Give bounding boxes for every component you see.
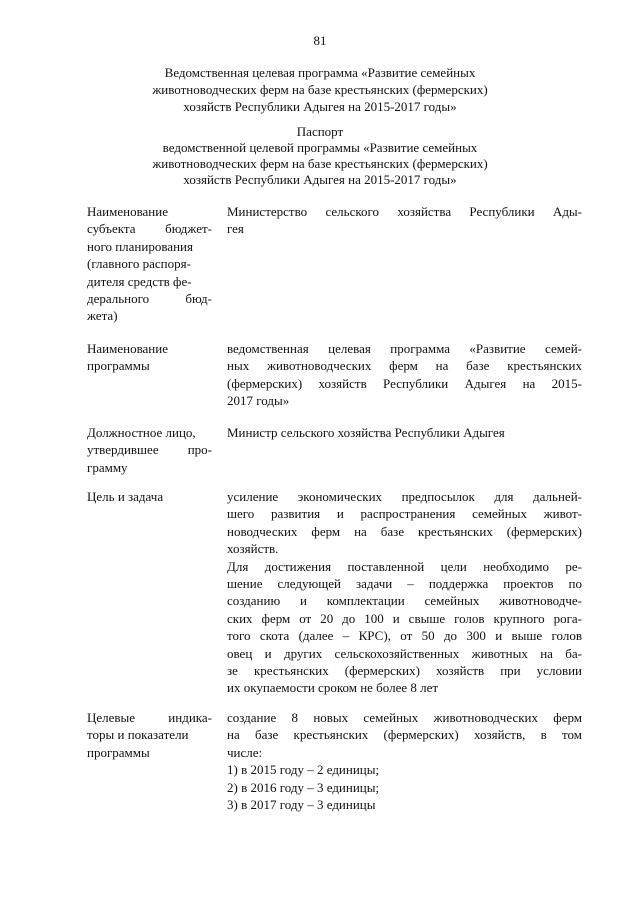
row-label	[87, 424, 212, 476]
value-line: овец и других сельскохозяйственных животных на ба-	[227, 645, 582, 661]
value-line: 1) в 2015 году – 2 единицы;	[227, 762, 380, 778]
value-line: Министерство сельского хозяйства Республики Ады-	[227, 204, 582, 219]
label-line: жета)	[87, 308, 118, 324]
title-line: животноводческих ферм на базе крестьянских (фермерских)	[152, 82, 488, 97]
label-line: Целевые индика-	[87, 710, 212, 725]
row-label	[87, 203, 212, 325]
row-value	[227, 709, 582, 813]
value-line: создание 8 новых семейных животноводческих ферм	[227, 710, 582, 725]
value-line: Министр сельского хозяйства Республики Адыгея	[227, 425, 505, 440]
row-label	[87, 488, 212, 505]
passport-title-line: животноводческих ферм на базе крестьянских (фермерских)	[152, 156, 488, 171]
passport-title	[80, 124, 560, 188]
value-line: шего развития и распространения семейных живот-	[227, 506, 582, 522]
passport-title-line: ведомственной целевой программы «Развитие семейных	[162, 140, 478, 155]
label-line: Цель и задача	[87, 489, 164, 504]
label-line: утвердившее про-	[87, 442, 212, 458]
value-line: 3) в 2017 году – 3 единицы	[227, 797, 376, 813]
value-line: 2017 годы»	[227, 393, 290, 409]
value-line: новодческих ферм на базе крестьянских (фермерских)	[227, 523, 582, 539]
value-line: (фермерских) хозяйств Республики Адыгея на 2015-	[227, 375, 582, 391]
label-line: торы и показатели	[87, 727, 189, 743]
value-line: ведомственная целевая программа «Развитие семей-	[227, 341, 582, 356]
value-line: зе крестьянских (фермерских) хозяйств при условии	[227, 663, 582, 679]
label-line: дерального бюд-	[87, 291, 212, 307]
label-line: Наименование	[87, 341, 168, 356]
row-label	[87, 340, 212, 375]
label-line: (главного распоря-	[87, 256, 191, 272]
label-line: программы	[87, 358, 150, 374]
value-line: гея	[227, 221, 244, 237]
passport-title-line: хозяйств Республики Адыгея на 2015-2017 годы»	[183, 172, 457, 187]
value-line: Для достижения поставленной цели необходимо ре-	[227, 558, 582, 574]
value-line: числе:	[227, 744, 263, 760]
label-line: программы	[87, 744, 150, 760]
title-line: Ведомственная целевая программа «Развитие семейных	[164, 65, 476, 80]
value-line: 2) в 2016 году – 3 единицы;	[227, 779, 380, 795]
value-line: усиление экономических предпосылок для дальней-	[227, 489, 582, 504]
row-value	[227, 203, 582, 238]
row-label	[87, 709, 212, 761]
value-line: на базе крестьянских (фермерских) хозяйств, в том	[227, 727, 582, 743]
label-line: Должностное лицо,	[87, 425, 196, 440]
value-line: хозяйств.	[227, 541, 279, 557]
row-value	[227, 340, 582, 410]
value-line: ных животноводческих ферм на базе крестьянских	[227, 358, 582, 374]
page-number: 81	[313, 33, 327, 48]
label-line: субъекта бюджет-	[87, 221, 212, 237]
passport-heading: Паспорт	[296, 124, 344, 139]
title-line: хозяйств Республики Адыгея на 2015-2017 годы»	[183, 99, 457, 114]
row-value	[227, 424, 582, 441]
document-title	[80, 64, 560, 115]
value-line: шение следующей задачи – поддержка проектов по	[227, 576, 582, 592]
value-line: созданию и комплектации семейных животноводче-	[227, 593, 582, 609]
label-line: грамму	[87, 459, 128, 475]
label-line: дителя средств фе-	[87, 273, 192, 289]
value-line: того скота (далее – КРС), от 50 до 300 и выше голов	[227, 628, 582, 644]
value-line: ских ферм от 20 до 100 и свыше голов крупного рога-	[227, 610, 582, 626]
label-line: ного планирования	[87, 238, 193, 254]
label-line: Наименование	[87, 204, 168, 219]
value-line: их окупаемости сроком не более 8 лет	[227, 680, 439, 696]
row-value	[227, 488, 582, 697]
